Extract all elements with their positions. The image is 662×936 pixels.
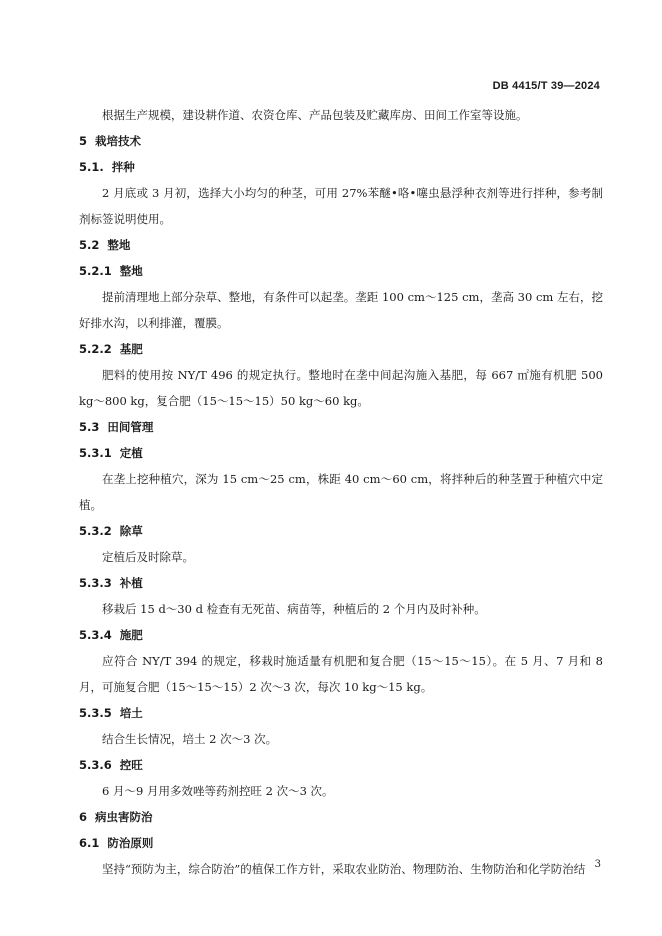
- paragraph: 在垄上挖种植穴，深为 15 cm～25 cm，株距 40 cm～60 cm，将拌种后的种茎置于种植穴中定植。: [79, 472, 603, 512]
- section-heading: [79, 622, 603, 648]
- section-heading: [79, 258, 603, 284]
- section-number: 5.3.3: [79, 576, 112, 590]
- section-heading: [79, 440, 603, 466]
- paragraph: 坚持“预防为主，综合防治”的植保工作方针，采取农业防治、物理防治、生物防治和化学防治结: [102, 862, 586, 876]
- section-number: 5.3: [79, 420, 100, 434]
- section-title: 田间管理: [107, 420, 154, 434]
- paragraph: 6 月～9 月用多效唑等药剂控旺 2 次～3 次。: [102, 784, 334, 798]
- section-title: 除草: [119, 524, 143, 538]
- section-number: 6.1: [79, 836, 100, 850]
- section-heading: [79, 752, 603, 778]
- section-title: 施肥: [119, 628, 143, 642]
- page-number: 3: [594, 859, 601, 870]
- paragraph: 应符合 NY/T 394 的规定，移栽时施适量有机肥和复合肥（15～15～15）。在 5 月、7 月和 8 月，可施复合肥（15～15～15）2 次～3 次，每次 10 kg～15 kg。: [79, 654, 603, 694]
- section-number: 5.3.4: [79, 628, 112, 642]
- section-heading: [79, 414, 603, 440]
- section-heading: [79, 570, 603, 596]
- section-heading: [79, 154, 603, 180]
- section-title: 控旺: [119, 758, 143, 772]
- paragraph: 根据生产规模，建设耕作道、农资仓库、产品包装及贮藏库房、田间工作室等设施。: [102, 108, 528, 122]
- paragraph: 2 月底或 3 月初，选择大小均匀的种茎，可用 27%苯醚•咯•噻虫悬浮种衣剂等进行拌种，参考制剂标签说明使用。: [79, 186, 603, 226]
- section-number: 5.2.1: [79, 264, 112, 278]
- section-heading: [79, 804, 603, 830]
- section-heading: [79, 830, 603, 856]
- section-heading: [79, 518, 603, 544]
- section-heading: [79, 700, 603, 726]
- section-title: 基肥: [119, 342, 143, 356]
- section-number: 5.3.2: [79, 524, 112, 538]
- section-number: 5.2: [79, 238, 100, 252]
- paragraph: 提前清理地上部分杂草、整地，有条件可以起垄。垄距 100 cm～125 cm，垄高 30 cm 左右，挖好排水沟，以利排灌，覆膜。: [79, 290, 603, 330]
- paragraph: 结合生长情况，培土 2 次～3 次。: [102, 732, 278, 746]
- section-number: 5.2.2: [79, 342, 112, 356]
- section-number: 5: [79, 134, 88, 148]
- section-number: 5.1.: [79, 160, 104, 174]
- paragraph: 肥料的使用按 NY/T 496 的规定执行。整地时在垄中间起沟施入基肥，每 667 ㎡施有机肥 500 kg～800 kg，复合肥（15～15～15）50 kg～60 kg。: [79, 368, 603, 408]
- section-title: 病虫害防治: [95, 810, 153, 824]
- document-body: [79, 102, 603, 882]
- section-heading: [79, 128, 603, 154]
- paragraph: 定植后及时除草。: [102, 550, 194, 564]
- section-title: 整地: [107, 238, 131, 252]
- section-title: 栽培技术: [95, 134, 142, 148]
- section-title: 防治原则: [107, 836, 154, 850]
- section-title: 补植: [119, 576, 143, 590]
- section-number: 5.3.1: [79, 446, 112, 460]
- section-title: 整地: [119, 264, 143, 278]
- section-title: 培土: [119, 706, 143, 720]
- section-title: 定植: [119, 446, 143, 460]
- paragraph: 移栽后 15 d～30 d 检查有无死苗、病苗等，种植后的 2 个月内及时补种。: [102, 602, 486, 616]
- section-heading: [79, 232, 603, 258]
- document-id-header: DB 4415/T 39—2024: [492, 80, 600, 92]
- section-number: 5.3.6: [79, 758, 112, 772]
- section-heading: [79, 336, 603, 362]
- section-title: 拌种: [111, 160, 135, 174]
- section-number: 5.3.5: [79, 706, 112, 720]
- section-number: 6: [79, 810, 88, 824]
